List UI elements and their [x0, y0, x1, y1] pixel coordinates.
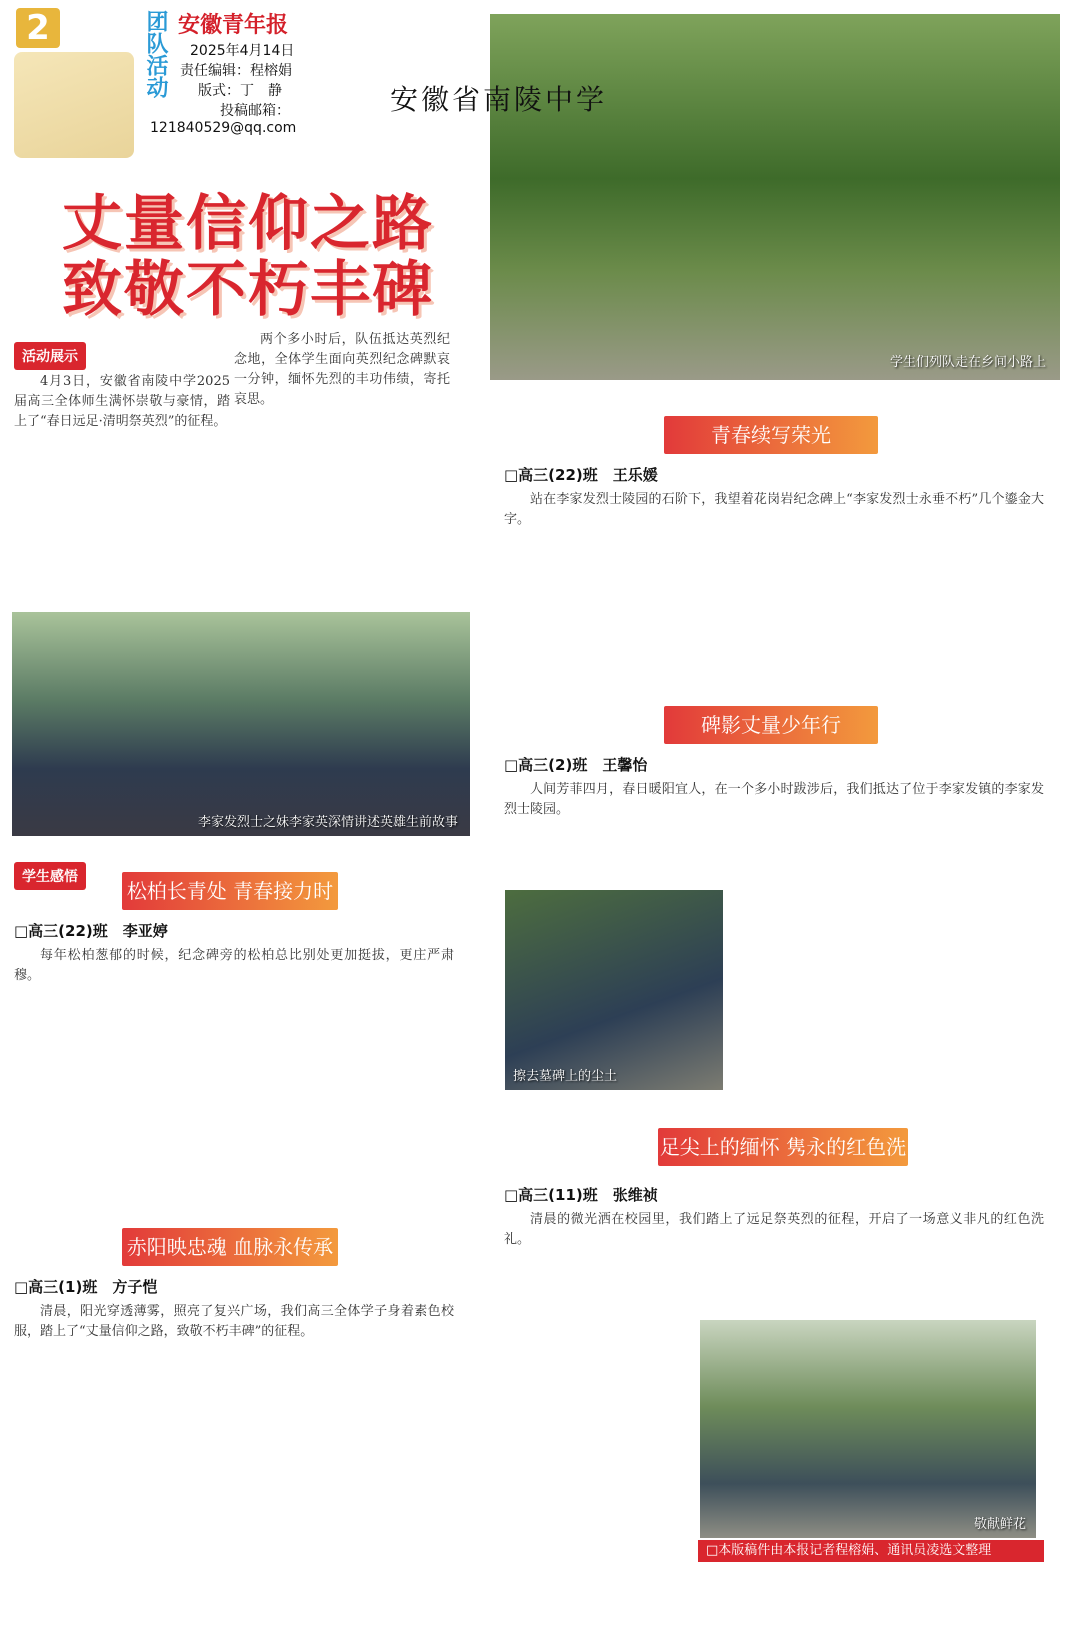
- illustration-students: [14, 52, 134, 158]
- byline-article5: □高三(11)班 张维祯: [504, 1186, 658, 1204]
- editor-credit: 责任编辑：程榕娟: [180, 63, 292, 79]
- photo-assembly: [12, 612, 470, 836]
- photo-students-walking: [490, 14, 1060, 380]
- intro-col2-text: 两个多小时后，队伍抵达英烈纪念地，全体学生面向英烈纪念碑默哀一分钟，缅怀先烈的丰功伟绩，寄托哀思。: [234, 332, 450, 407]
- tag-activity: 活动展示: [14, 342, 86, 370]
- photo-wiping-tombstone: [505, 890, 723, 1090]
- banner-article1: 松柏长青处 青春接力时: [122, 872, 338, 910]
- page-number: 2: [16, 8, 60, 48]
- banner-article4: 碑影丈量少年行: [664, 706, 878, 744]
- caption-mid: 李家发烈士之妹李家英深情讲述英雄生前故事: [197, 815, 458, 830]
- caption-top: 学生们列队走在乡间小路上: [889, 355, 1046, 370]
- byline-article1: □高三(22)班 李亚婷: [14, 922, 168, 940]
- banner-article2: 赤阳映忠魂 血脉永传承: [122, 1228, 338, 1266]
- text-article2-body: 清晨，阳光穿透薄雾，照亮了复兴广场，我们高三全体学子身着素色校服，踏上了“丈量信仰之路，致敬不朽丰碑”的征程。: [14, 1304, 454, 1339]
- email-address: 121840529@qq.com: [150, 120, 297, 136]
- text-article5-body: 清晨的微光洒在校园里，我们踏上了远足祭英烈的征程，开启了一场意义非凡的红色洗礼。: [504, 1212, 1044, 1247]
- layout-credit: 版式：丁 静: [198, 83, 282, 99]
- paper-name: 安徽青年报: [178, 12, 289, 38]
- byline-article4: □高三(2)班 王馨怡: [504, 756, 648, 774]
- intro-col1-text: 4月3日，安徽省南陵中学2025届高三全体师生满怀崇敬与豪情，踏上了“春日远足·清明祭英烈”的征程。: [14, 374, 230, 429]
- school-name: 安徽省南陵中学: [390, 83, 608, 116]
- text-article5: [504, 1210, 1044, 1250]
- banner-article5: 足尖上的缅怀 隽永的红色洗礼: [658, 1128, 908, 1166]
- byline-article3: □高三(22)班 王乐媛: [504, 466, 658, 484]
- text-article3-body: 站在李家发烈士陵园的石阶下，我望着花岗岩纪念碑上“李家发烈士永垂不朽”几个鎏金大字。: [504, 492, 1044, 527]
- text-article4: [504, 780, 1044, 820]
- email-label: 投稿邮箱：: [220, 103, 290, 119]
- banner-article3: 青春续写荣光: [664, 416, 878, 454]
- headline-line1: 丈量信仰之路: [62, 189, 434, 259]
- photo-presenting-flowers: [700, 1320, 1036, 1538]
- text-article4-body: 人间芳菲四月，春日暖阳宜人，在一个多小时跋涉后，我们抵达了位于李家发镇的李家发烈士陵园。: [504, 782, 1044, 817]
- tag-feelings: 学生感悟: [14, 862, 86, 890]
- text-article1-body: 每年松柏葱郁的时候，纪念碑旁的松柏总比别处更加挺拔，更庄严肃穆。: [14, 948, 454, 983]
- section-label: 团队活动: [143, 10, 168, 98]
- caption-right: 擦去墓碑上的尘土: [513, 1069, 618, 1084]
- intro-col2: [234, 330, 450, 410]
- issue-date: 2025年4月14日: [190, 43, 295, 59]
- caption-bottom: 敬献鲜花: [973, 1517, 1026, 1532]
- text-article3: [504, 490, 1044, 530]
- intro-col1: [14, 330, 230, 432]
- text-article2: [14, 1302, 454, 1342]
- text-article1: [14, 946, 454, 986]
- footer-credit: □本版稿件由本报记者程榕娟、通讯员凌选文整理: [698, 1540, 1044, 1562]
- byline-article2: □高三(1)班 方子恺: [14, 1278, 158, 1296]
- headline-line2: 致敬不朽丰碑: [62, 255, 434, 325]
